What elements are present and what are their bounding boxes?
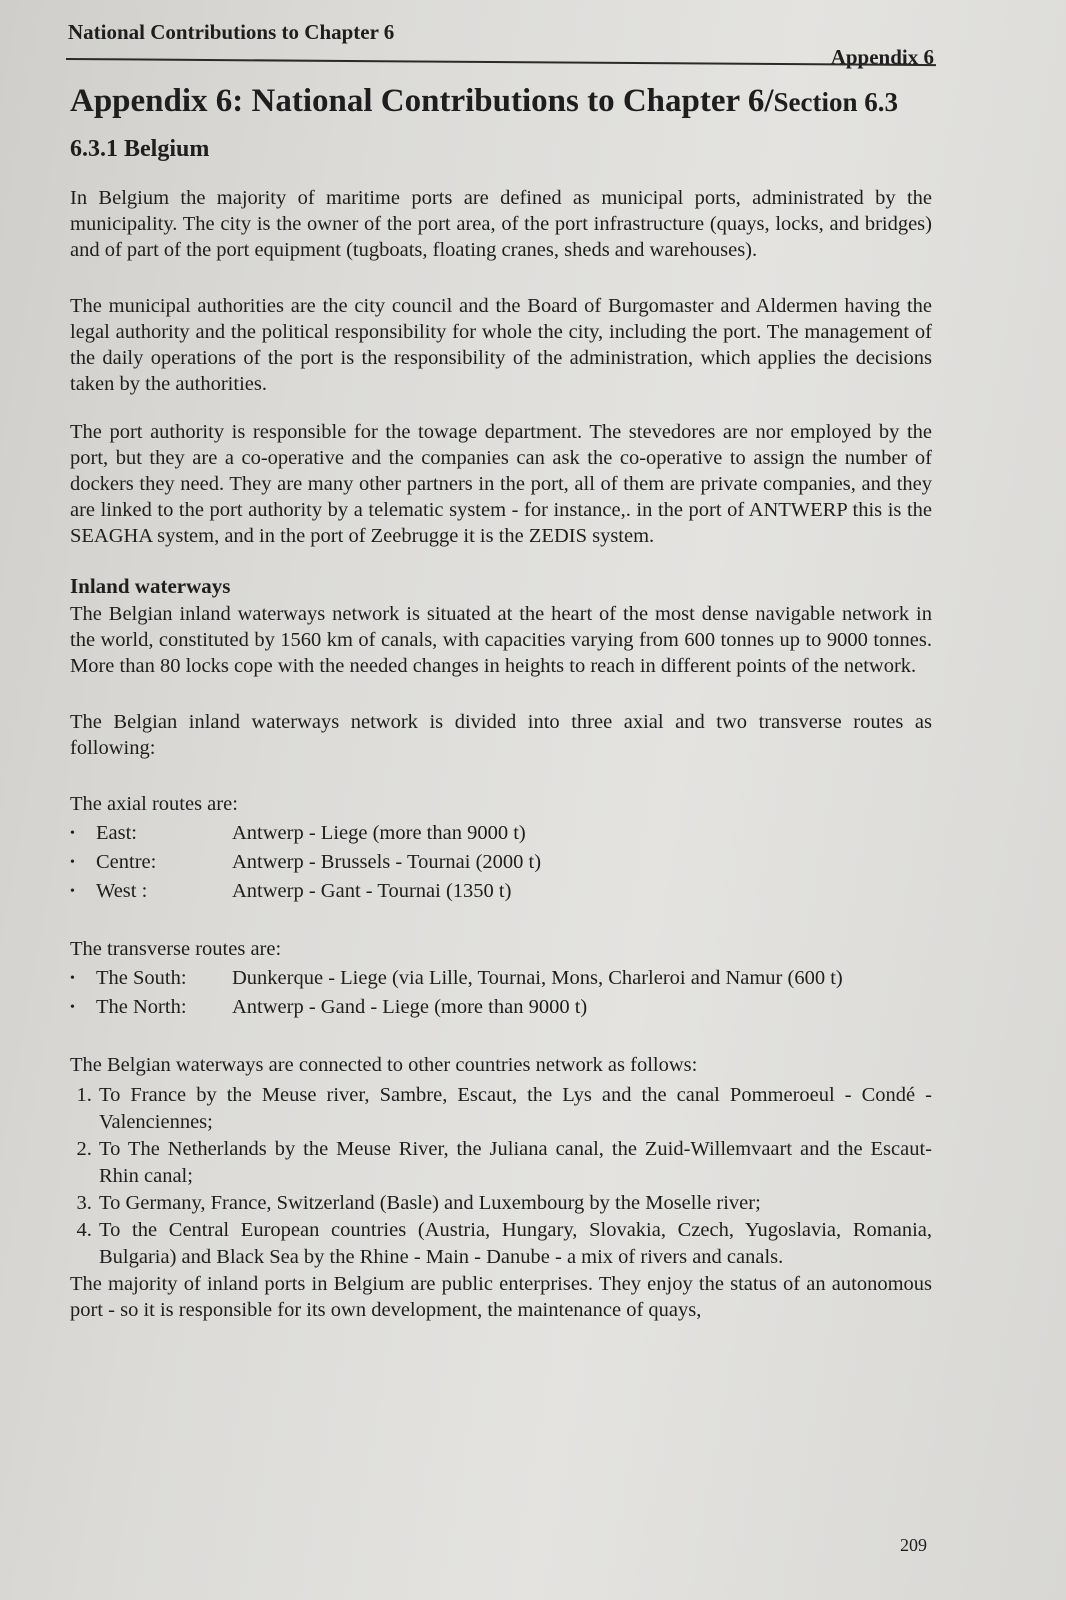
page-title [70,82,932,122]
list-item: 4. To the Central European countries (Austria, Hungary, Slovakia, Czech, Yugoslavia, Romania, Bulgaria) and Black Sea by the Rhine - Main - Danube - a mix of rivers and canals. [97,1217,932,1271]
running-header-left: National Contributions to Chapter 6 [68,20,395,44]
route-name: The South: [96,966,187,989]
route-description: Dunkerque - Liege (via Lille, Tournai, Mons, Charleroi and Namur (600 t) [232,966,843,989]
list-item [70,819,932,848]
route-name: West : [96,879,148,902]
connections-list [70,1082,932,1271]
list-item: 1. To France by the Meuse river, Sambre, Escaut, the Lys and the canal Pommeroeul - Condé - Valenciennes; [97,1082,932,1136]
paragraph-ports: In Belgium the majority of maritime ports are defined as municipal ports, administrated by the municipality. The city is the owner of the port area, of the port infrastructure (quays, locks, and bridges) and of part of the port equipment (tugboats, floating cranes, sheds and warehouses). [70,186,932,261]
paragraph-authorities: The municipal authorities are the city council and the Board of Burgomaster and Aldermen having the legal authority and the political responsibility for whole the city, including the port. The management of the daily operations of the port is the responsibility of the administration, which applies the decisions taken by the authorities. [70,294,932,395]
route-description: Antwerp - Liege (more than 9000 t) [232,821,526,844]
title-main: Appendix 6: National Contributions to Chapter 6/ [70,83,774,119]
route-name: East: [96,821,137,844]
axial-routes-intro: The axial routes are: [70,792,238,815]
bullet-icon: • [70,854,75,870]
running-header-right: Appendix 6 [830,45,934,69]
section-heading: 6.3.1 Belgium [70,135,210,162]
bullet-icon: • [70,825,75,841]
route-description: Antwerp - Gant - Tournai (1350 t) [232,879,512,902]
transverse-routes-intro: The transverse routes are: [70,937,282,960]
paragraph-inland-routes: The Belgian inland waterways network is divided into three axial and two transverse routes as following: [70,710,932,759]
paragraph-port-authority: The port authority is responsible for the towage department. The stevedores are nor employed by the port, but they are a co-operative and the companies can ask the co-operative to assign the number of dockers they need. They are many other partners in the port, all of them are private companies, and they are linked to the port authority by a telematic system - for instance,. in the port of ANTWERP this is the SEAGHA system, and in the port of Zeebrugge it is the ZEDIS system. [70,420,932,547]
subheading-inland-waterways: Inland waterways [70,573,231,598]
paragraph-inland-ports: The majority of inland ports in Belgium are public enterprises. They enjoy the status of an autonomous port - so it is responsible for its own development, the maintenance of quays, [70,1272,932,1321]
header-rule [66,58,936,66]
route-name: The North: [96,995,187,1018]
route-name: Centre: [96,850,157,873]
bullet-icon: • [70,883,75,899]
page-number: 209 [900,1535,927,1555]
route-description: Antwerp - Gand - Liege (more than 9000 t) [232,995,588,1018]
connections-intro: The Belgian waterways are connected to other countries network as follows: [70,1053,698,1076]
list-item [70,848,932,877]
paragraph-inland-network: The Belgian inland waterways network is situated at the heart of the most dense navigable network in the world, constituted by 1560 km of canals, with capacities varying from 600 tonnes up to 9000 tonnes. More than 80 locks cope with the needed changes in heights to reach in different points of the network. [70,602,932,677]
bullet-icon: • [70,970,75,986]
transverse-routes-list [70,964,932,1022]
list-item [70,993,932,1022]
page-content [70,82,932,1323]
list-item: 3. To Germany, France, Switzerland (Basle) and Luxembourg by the Moselle river; [97,1190,932,1217]
list-item [70,964,932,993]
title-section: Section 6.3 [773,87,898,117]
bullet-icon: • [70,999,75,1015]
route-description: Antwerp - Brussels - Tournai (2000 t) [232,850,542,873]
list-item [70,877,932,906]
list-item: 2. To The Netherlands by the Meuse River, the Juliana canal, the Zuid-Willemvaart and the Escaut-Rhin canal; [97,1136,932,1190]
axial-routes-list [70,819,932,906]
